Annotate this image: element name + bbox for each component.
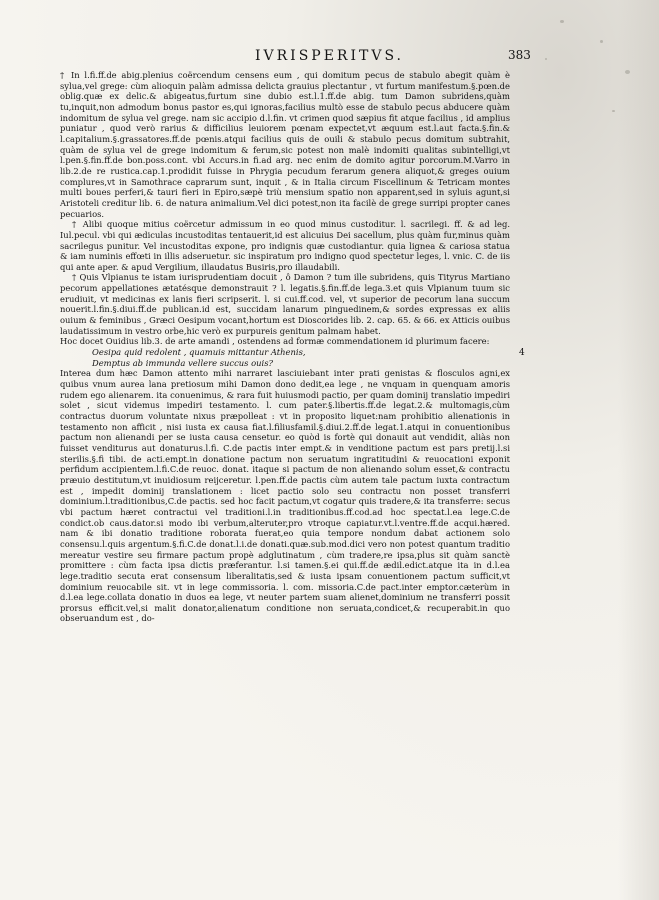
page-edge-shadow xyxy=(618,0,659,900)
speckle xyxy=(612,110,615,112)
margin-note: 4 xyxy=(519,348,525,358)
paragraph: Interea dum hæc Damon attento mihi narraret lasciuiebant inter prati genistas & flosculos agni,ex quibus vnum aurea lana pretiosum mihi Damon dono dedit,ea lege , ne vnquam in quenquam amoris rudem ego alienarem. ita conuenimus, & rara fuit huiusmodi pactio, per quam dominij translatio impediri solet , sicut videmus impediri testamento. l. cum pater.§.libertis.ff.de legat.2.& multomagis,cùm contractus duorum voluntate nixus præpolleat : vt in proposito liquet:nam prohibitio alienationis in testamento non afficit , nisi iusta ex causa fiat.l.filiusfamil.§.diui.2.ff.de legat.1.atqui in conuentionibus pactum non alienandi per se iusta causa censetur. eo quòd is fortè qui donauit aut vendidit, aliàs non fuisset venditurus aut donaturus.l.fi. C.de pactis inter empt.& in venditione pactum est pars pretij.l.si sterilis.§.fi tibi. de acti.empt.in donatione pactum non seruatum ingratitudini & reuocationi exponit perfidum accipientem.l.fi.C.de reuoc. donat. itaque si pactum de non alienando solum esset,& contractu præuio destitutum,vt inuidiosum reijceretur. l.pen.ff.de pactis cùm autem tale pactum iuxta contractum est , impedit dominij translationem : licet pactio solo seu contractu non posset transferri dominium.l.traditionibus,C.de pactis. sed hoc facit pactum,vt cogatur quis tradere,& ita transferre: secus vbi pactum hæret contractui vel traditioni.l.in traditionibus.ff.cod.ad hoc spectat.l.ea lege.C.de condict.ob caus.dator.si modo ibi verbum,alteruter,pro vtroque capiatur.vt.l.ventre.ff.de acqui.hæred. nam & ibi donatio traditione roborata fuerat,eo quia tempore nondum dabat actionem solo consensu.l.quis argentum.§.fi.C.de donat.l.i.de donati.quæ.sub.mod.dici vero non potest quantum traditio mereatur vestire seu firmare pactum propè adglutinatum , cùm tradere,re ipsa,plus sit quàm sanctè promittere : cùm facta ipsa dictis præferantur. l.si tamen.§.ei qui.ff.de ædil.edict.atque ita in d.l.ea lege.traditio secuta erat consensum liberalitatis,sed & iusta ipsam conuentionem pactum sufficit,vt dominium reuocabile sit. vt in lege commissoria. l. com. missoria.C.de pact.inter emptor.cæterùm in d.l.ea lege.collata donatio in duos ea lege, vt neuter partem suam alienet,dominium ne transferri possit prorsus efficit.vel,si malit donator,alienatum conditione non seruata,condicet,& recuperabit.in quo obseruandum est , do- xyxy=(60,368,510,624)
running-title: IVRISPERITVS. xyxy=(254,48,404,64)
verse-line: Demptus ab immunda vellere succus ouis? xyxy=(92,357,274,368)
paragraph: † Alibi quoque mitius coërcetur admissum in eo quod minus custoditur. l. sacrilegi. ff. & ad leg. Iul.pecul. vbi qui ædiculas incustoditas tentauerit,id est alicuius Dei sacellum, plus quàm fur,minus quàm sacrilegus punitur. Vel incustoditas expone, pro indignis quæ custodiantur. quia lignea & cariosa statua & iam numinis effœti in illis adseruetur. sic inspiratum pro indigno quod spectetur leges, l. vnic. C. de iis qui ante aper. & apud Vergilium, illaudatus Busiris,pro illaudabili. xyxy=(60,219,510,272)
speckle xyxy=(560,20,564,23)
body-text xyxy=(60,70,510,624)
verse-line: Oesipa quid redolent , quamuis mittantur Athenis, xyxy=(92,347,306,358)
paragraph: Hoc docet Ouidius lib.3. de arte amandi , ostendens ad formæ commendationem id plurimum facere: xyxy=(60,336,490,347)
paragraph: † In l.fi.ff.de abig.plenius coërcendum censens eum , qui domitum pecus de stabulo abegit quàm è sylua,vel grege: cùm alioquin palàm admissa delicta grauius plectantur , vt furtum manifestum.§.pœn.de oblig.quæ ex delic.& abigeatus,furtum sine dubio est.l.1.ff.de abig. tum Damon subridens,quàm tu,inquit,non admodum bonus pastor es,qui ignoras,facilius multò esse de stabulo pecus abducere quàm indomitum de sylua vel grege. nam sic accipio d.l.fin. vt crimen quod sæpius fit atque facilius , id amplius puniatur , quod verò rarius & difficilius leuiorem pœnam expectet,vt æquum est.l.aut facta.§.fin.& l.capitalium.§.grassatores.ff.de pœnis.atqui facilius quis de ouili & stabulo pecus domitum subtrahit, quàm de sylua vel de grege indomitum & ferum,sic potest non malè indomiti qualitas subintelligi,vt l.pen.§.fin.ff.de bon.poss.cont. vbi Accurs.in fi.ad arg. nec enim de domito agitur porcorum.M.Varro in lib.2.de re rustica.cap.1.prodidit fuisse in Phrygia pecudum ferarum genera aliquot,& greges ouium complures,vt in Samothrace caprarum sunt, inquit , & in Italia circum Fiscellinum & Tetricam montes multi boues perferi,& tauri fieri in Epiro,sæpè triù mensium spatio non apparent,sed in syluis agunt,si Aristoteli creditur lib. 6. de natura animalium.Vel dici potest,non ita facilè de grege surripi propter canes pecuarios. xyxy=(60,70,510,219)
page-number: 383 xyxy=(508,48,531,62)
paragraph: † Quis Vlpianus te istam iurisprudentiam docuit , ô Damon ? tum ille subridens, quis Tityrus Martiano pecorum appellationes ætatésque demonstrauit ? l. legatis.§.fin.ff.de lega.3.et quis Vlpianum tuum sic erudiuit, vt medicinas ex lanis fieri scripserit. l. si cui.ff.cod. vel, vt superior de pecorum lana succum nouerit.l.fin.§.diui.ff.de publican.id est, succidam lanarum pinguedinem,& sordes expressas ex aliis ouium & feminibus , Græci Oesipum vocant,hortum est Dioscorides lib. 2. cap. 65. & 66. ex Atticis ouibus laudatissimum in vestro orbe,hic verò ex purpureis genitum palmam habet. xyxy=(60,272,510,336)
speckle xyxy=(600,40,603,43)
